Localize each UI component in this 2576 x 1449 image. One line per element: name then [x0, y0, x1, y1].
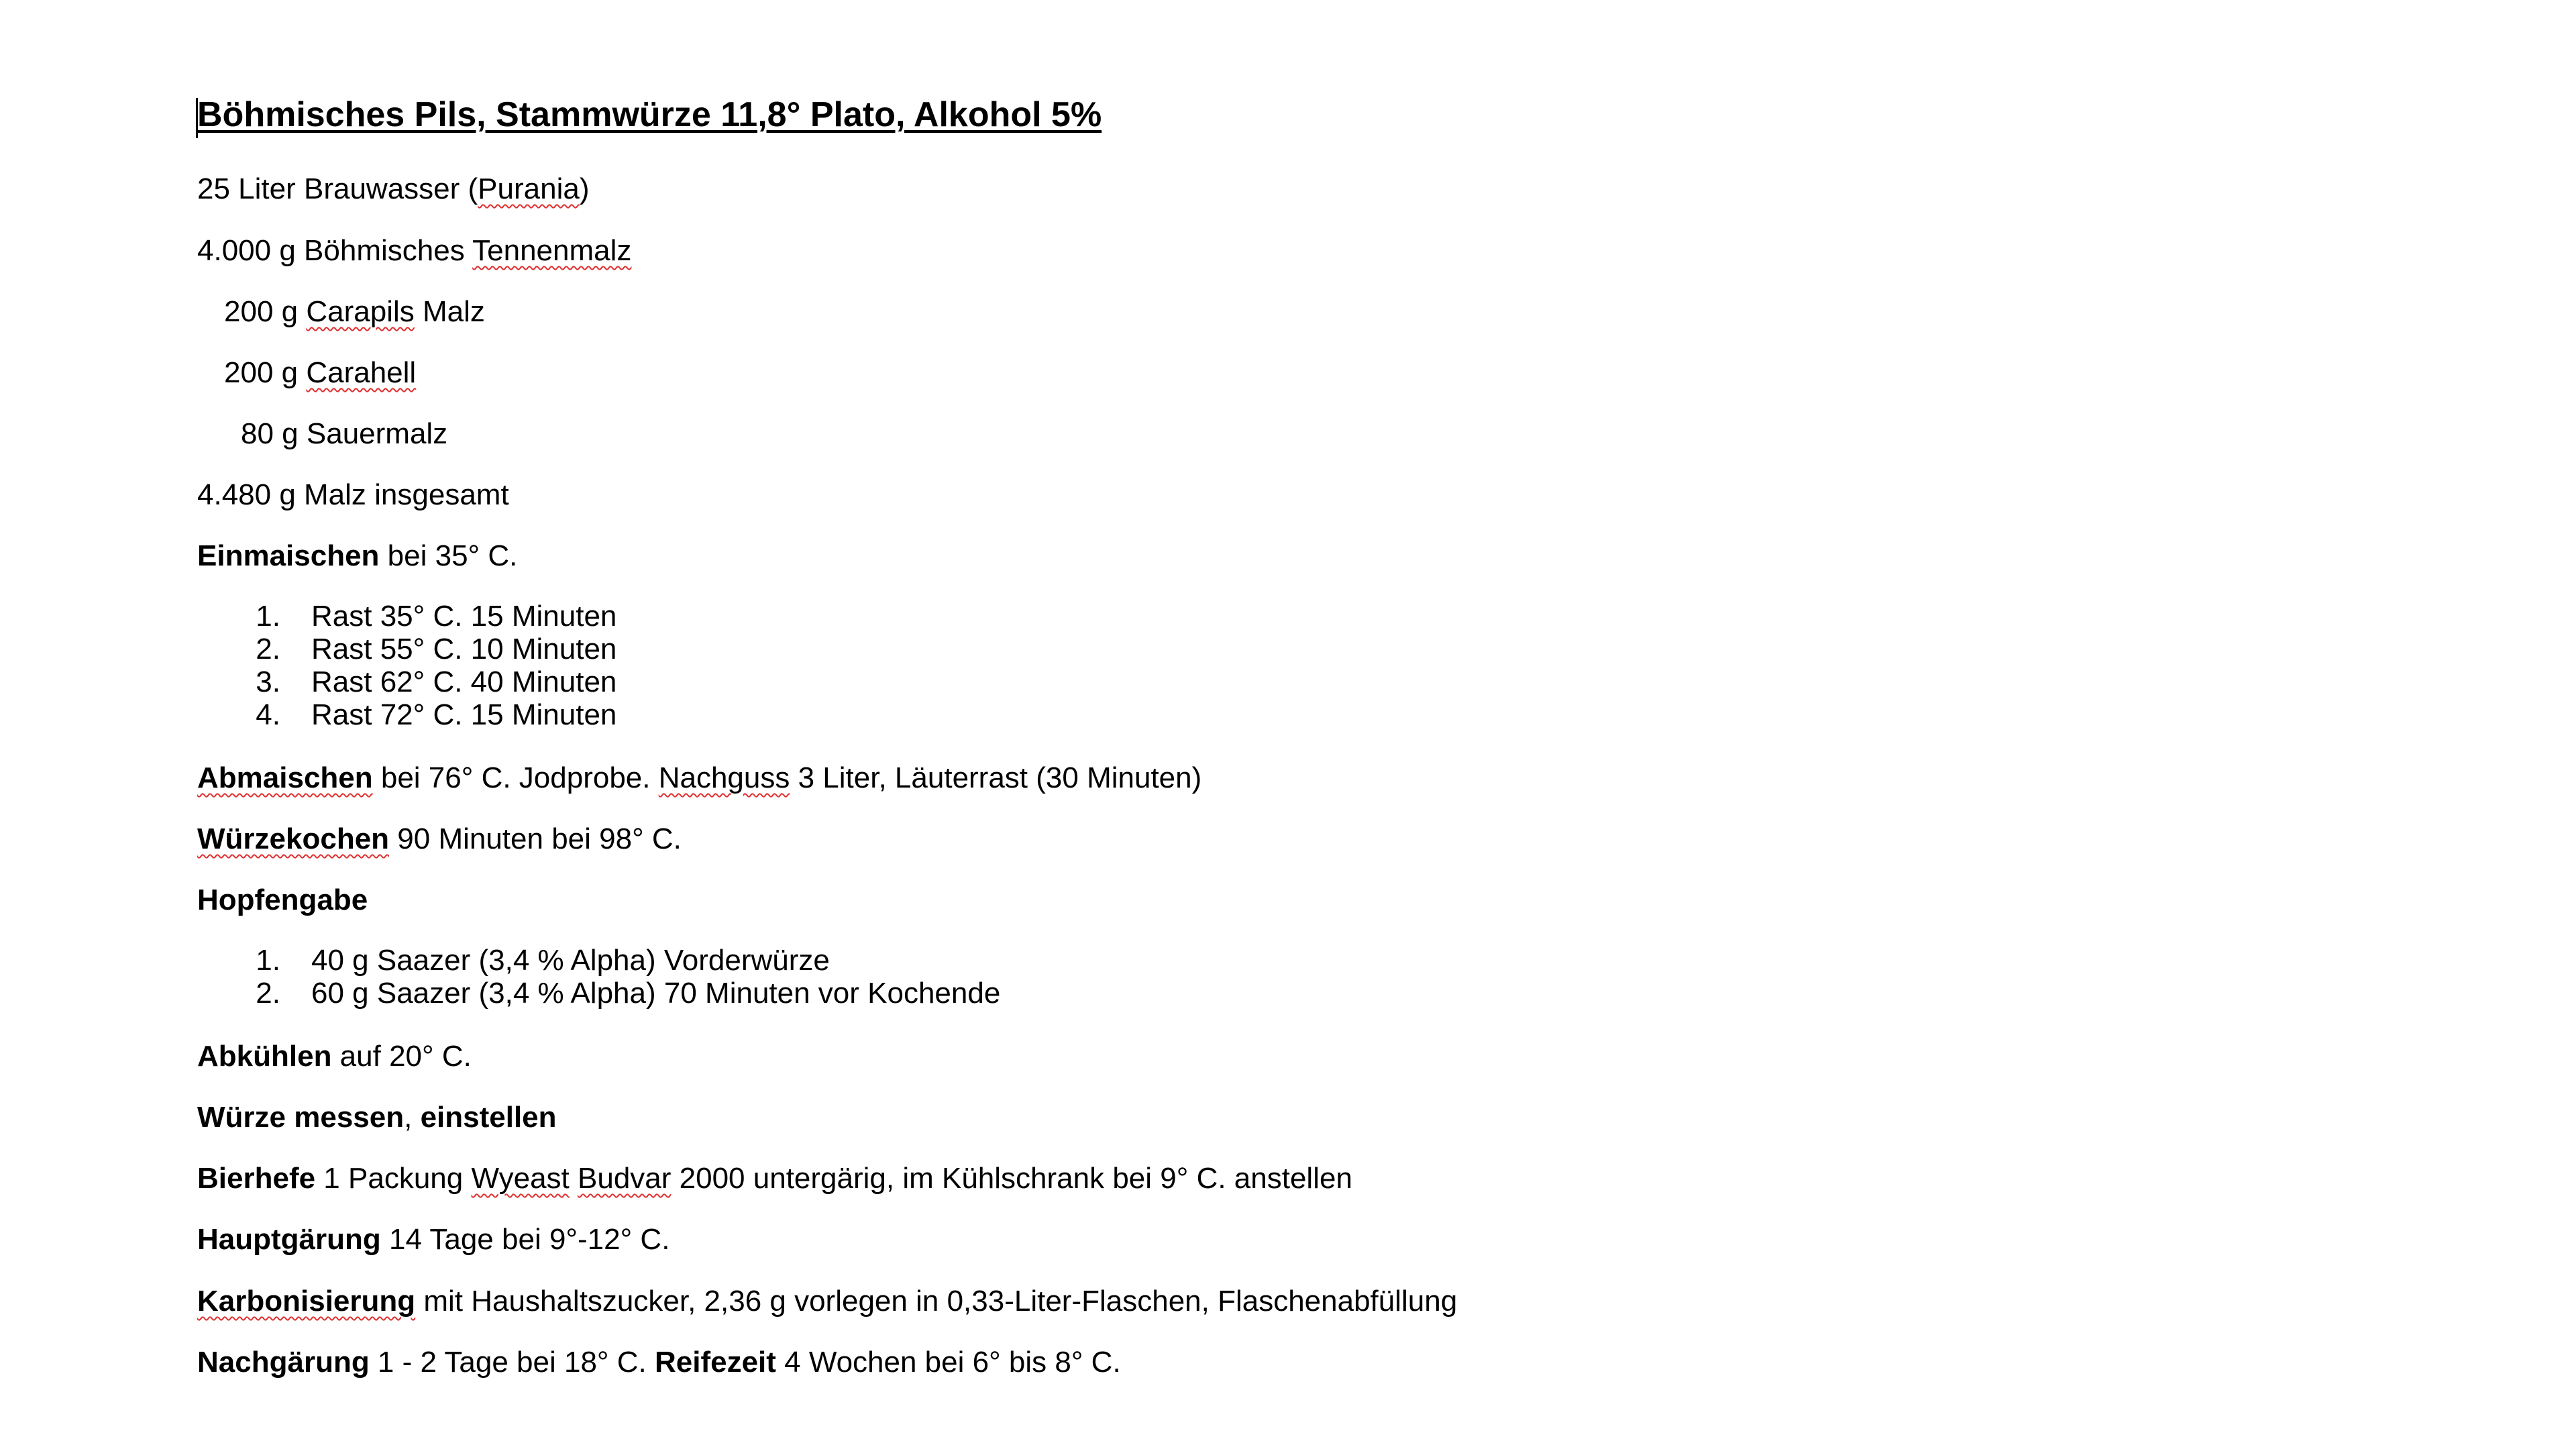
malt-qty: 4.000 g	[197, 234, 296, 267]
main-fermentation-label: Hauptgärung	[197, 1223, 381, 1256]
yeast-text-end: 2000 untergärig, im Kühlschrank bei 9° C. anstellen	[671, 1162, 1352, 1195]
hop-item	[197, 977, 1000, 1010]
malt-name: Tennenmalz	[472, 234, 632, 267]
water-text-end: )	[579, 172, 590, 205]
cool-text: auf 20° C.	[331, 1040, 472, 1073]
secondary-fermentation-text: 1 - 2 Tage bei 18° C.	[369, 1346, 655, 1379]
hop-text: 60 g Saazer (3,4 % Alpha) 70 Minuten vor Kochende	[311, 977, 1001, 1010]
main-fermentation-line	[197, 1222, 669, 1258]
water-text: 25 Liter Brauwasser (	[197, 172, 478, 205]
carbonation-text: mit Haushaltszucker, 2,36 g vorlegen in 0,33-Liter-Flaschen, Flaschenabfüllung	[415, 1285, 1458, 1318]
malt-name: Carahell	[306, 356, 417, 389]
list-number: 2.	[256, 977, 280, 1010]
cool-line	[197, 1038, 472, 1075]
boil-label: Würzekochen	[197, 822, 390, 855]
sparge-word: Nachguss	[658, 761, 790, 794]
mash-in-label: Einmaischen	[197, 539, 380, 572]
measure-label: Würze messen	[197, 1101, 405, 1134]
malt-qty: 200 g	[224, 295, 299, 328]
rest-item	[197, 600, 616, 633]
yeast-text: 1 Packung	[315, 1162, 472, 1195]
rest-text: Rast 35° C. 15 Minuten	[311, 600, 617, 633]
list-number: 3.	[256, 665, 280, 698]
hop-item	[197, 944, 830, 977]
yeast-brand: Wyeast	[471, 1162, 570, 1195]
maturation-text: 4 Wochen bei 6° bis 8° C.	[775, 1346, 1121, 1379]
malt-total: 4.480 g Malz insgesamt	[197, 478, 509, 511]
malt-line	[197, 233, 631, 269]
carbonation-label: Karbonisierung	[197, 1285, 416, 1318]
list-number: 1.	[256, 944, 280, 977]
hops-heading	[197, 882, 368, 918]
boil-line	[197, 821, 682, 857]
measure-sep: ,	[404, 1101, 421, 1134]
carbonation-line	[197, 1283, 1457, 1320]
mash-in-text: bei 35° C.	[379, 539, 518, 572]
malt-line	[224, 294, 485, 330]
secondary-fermentation-label: Nachgärung	[197, 1346, 370, 1379]
yeast-label: Bierhefe	[197, 1162, 316, 1195]
malt-name: Carapils	[306, 295, 415, 328]
list-number: 2.	[256, 633, 280, 665]
malt-qty: 80 g	[241, 417, 299, 450]
water-line	[197, 171, 590, 207]
malt-text: Böhmisches	[304, 234, 473, 267]
measure-line	[197, 1099, 557, 1136]
mash-out-text: bei 76° C. Jodprobe.	[372, 761, 659, 794]
yeast-line	[197, 1161, 1352, 1197]
hops-label: Hopfengabe	[197, 883, 368, 916]
list-number: 4.	[256, 698, 280, 731]
yeast-space	[570, 1162, 578, 1195]
rest-item	[197, 665, 616, 698]
rest-text: Rast 55° C. 10 Minuten	[311, 633, 617, 665]
malt-name: Sauermalz	[306, 417, 448, 450]
malt-qty: 200 g	[224, 356, 299, 389]
adjust-label: einstellen	[420, 1101, 557, 1134]
cool-label: Abkühlen	[197, 1040, 332, 1073]
malt-line	[241, 416, 447, 452]
secondary-fermentation-line	[197, 1344, 1121, 1381]
rest-item	[197, 698, 616, 731]
rest-item	[197, 633, 616, 665]
hop-text: 40 g Saazer (3,4 % Alpha) Vorderwürze	[311, 944, 830, 977]
boil-text: 90 Minuten bei 98° C.	[389, 822, 682, 855]
mash-out-label: Abmaischen	[197, 761, 373, 794]
rest-text: Rast 62° C. 40 Minuten	[311, 665, 617, 698]
malt-line	[224, 355, 416, 391]
main-fermentation-text: 14 Tage bei 9°-12° C.	[380, 1223, 670, 1256]
mash-in-line	[197, 538, 517, 574]
water-brand: Purania	[478, 172, 580, 205]
malt-text: Malz	[414, 295, 485, 328]
maturation-label: Reifezeit	[654, 1346, 776, 1379]
recipe-title: Böhmisches Pils, Stammwürze 11,8° Plato, Alkohol 5%	[197, 95, 1102, 134]
mash-out-line	[197, 760, 1201, 796]
mash-out-text-end: 3 Liter, Läuterrast (30 Minuten)	[790, 761, 1202, 794]
rest-text: Rast 72° C. 15 Minuten	[311, 698, 617, 731]
list-number: 1.	[256, 600, 280, 633]
yeast-strain: Budvar	[578, 1162, 672, 1195]
